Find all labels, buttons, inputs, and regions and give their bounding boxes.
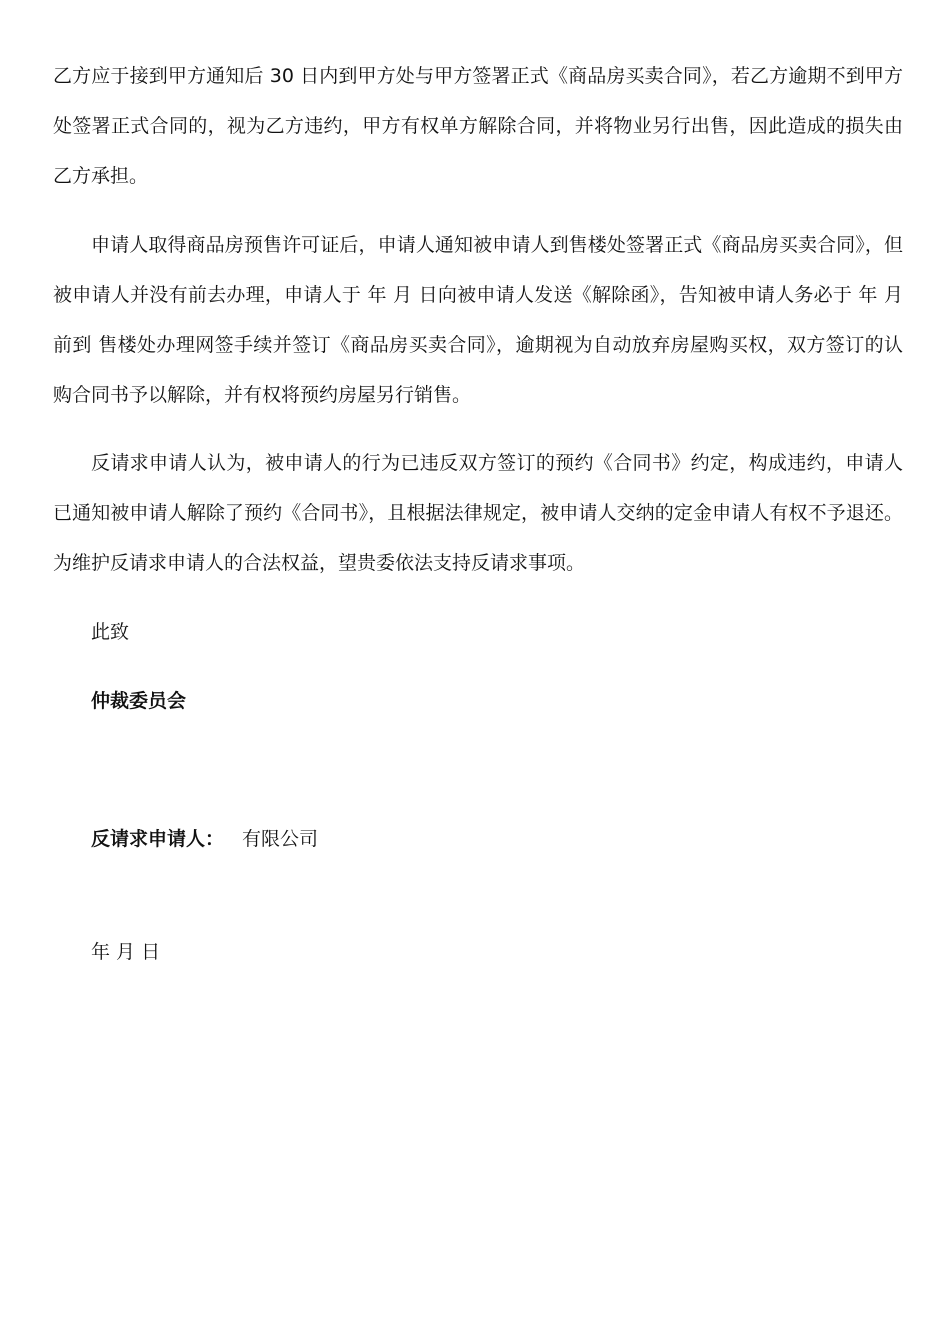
- body-paragraph-claim: 反请求申请人认为，被申请人的行为已违反双方签订的预约《合同书》约定，构成违约，申请人已通知被申请人解除了预约《合同书》，且根据法律规定，被申请人交纳的定金申请人有权不予退还。为维护反请求申请人的合法权益，望贵委依法支持反请求事项。: [53, 452, 903, 574]
- date-line: 年 月 日: [91, 941, 161, 963]
- body-paragraph-facts: 申请人取得商品房预售许可证后，申请人通知被申请人到售楼处签署正式《商品房买卖合同》，但被申请人并没有前去办理，申请人于 年 月 日向被申请人发送《解除函》，告知被申请人务必于 年 月 前到 售楼处办理网签手续并签订《商品房买卖合同》，逾期视为自动放弃房屋购买权，双方签订的认购合同书予以解除，并有权将预约房屋另行销售。: [53, 234, 903, 406]
- applicant-label: 反请求申请人：: [91, 828, 225, 850]
- body-paragraph-contract-clause: 乙方应于接到甲方通知后 30 日内到甲方处与甲方签署正式《商品房买卖合同》，若乙方逾期不到甲方处签署正式合同的，视为乙方违约，甲方有权单方解除合同，并将物业另行出售，因此造成的损失由乙方承担。: [53, 65, 903, 187]
- addressee: 仲裁委员会: [91, 690, 187, 712]
- applicant-name: 有限公司: [242, 828, 319, 850]
- applicant-signature-row: [91, 824, 318, 854]
- salutation: 此致: [91, 621, 130, 643]
